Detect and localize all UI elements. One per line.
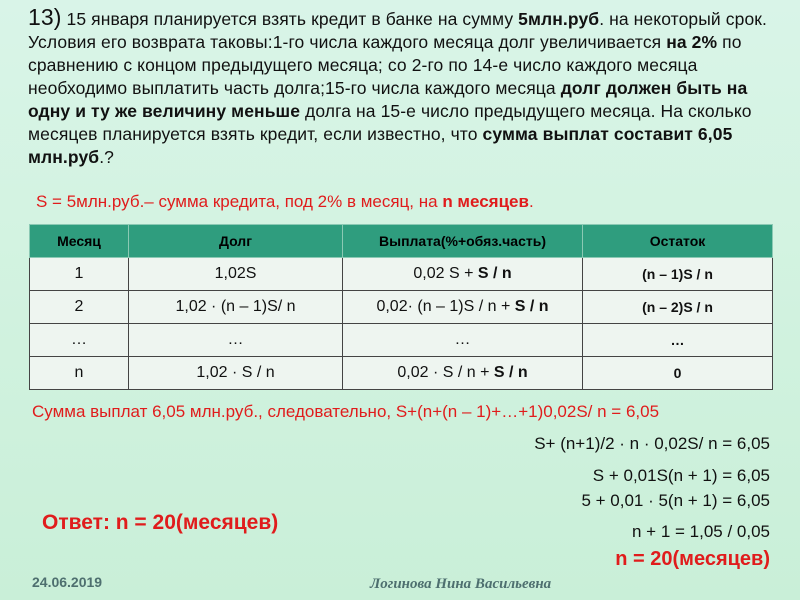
- cell-month: 2: [30, 291, 129, 324]
- table-row: [30, 357, 773, 390]
- problem-part-1: 15 января планируется взять кредит в банке на сумму: [61, 9, 519, 29]
- footer-author: Логинова Нина Васильевна: [370, 576, 552, 592]
- cell-rest: …: [583, 324, 773, 357]
- problem-part-4: долга на 15-е число предыдущего месяца. На сколько месяцев планируется взять кредит, если известно, что: [28, 101, 752, 144]
- cell-payment: [343, 291, 583, 324]
- problem-condition: долг должен быть на одну и ту же величину меньше: [28, 78, 748, 121]
- equation-3: 5 + 0,01 · 5(n + 1) = 6,05: [581, 491, 770, 510]
- payment-interest: 0,02· (n – 1)S / n +: [376, 298, 515, 315]
- problem-total: сумма выплат составит 6,05 млн.руб: [28, 124, 733, 167]
- cell-rest: 0: [583, 357, 773, 390]
- cell-payment: [343, 324, 583, 357]
- sum-statement: Сумма выплат 6,05 млн.руб., следовательно, S+(n+(n – 1)+…+1)0,02S/ n = 6,05: [32, 402, 660, 421]
- equation-2: S + 0,01S(n + 1) = 6,05: [592, 466, 770, 485]
- payment-interest: 0,02 · S / n +: [397, 364, 494, 381]
- payment-interest: 0,02 S +: [413, 265, 478, 282]
- payment-principal: S / n: [514, 298, 549, 315]
- header-debt: Долг: [129, 225, 343, 258]
- equation-4: n + 1 = 1,05 / 0,05: [631, 522, 770, 541]
- cell-payment: [343, 258, 583, 291]
- cell-debt: 1,02 · (n – 1)S/ n: [129, 291, 343, 324]
- footer-date: 24.06.2019: [32, 574, 103, 590]
- cell-debt: …: [129, 324, 343, 357]
- equation-1: S+ (n+1)/2 · n · 0,02S/ n = 6,05: [534, 434, 770, 453]
- cell-month: …: [30, 324, 129, 357]
- s-definition-text: S = 5млн.руб.– сумма кредита, под 2% в месяц, на: [36, 192, 443, 211]
- cell-month: n: [30, 357, 129, 390]
- problem-part-5: .?: [99, 147, 114, 167]
- s-definition-end: .: [528, 192, 534, 211]
- table-header-row: [30, 225, 773, 258]
- problem-number: 13): [28, 4, 62, 30]
- header-month: Месяц: [30, 225, 129, 258]
- cell-rest: (n – 1)S / n: [583, 258, 773, 291]
- problem-text: [28, 6, 788, 169]
- cell-month: 1: [30, 258, 129, 291]
- table-row: [30, 258, 773, 291]
- s-definition: [36, 192, 534, 212]
- problem-part-3: по сравнению с концом предыдущего месяца; со 2-го по 14-е число каждого месяца необходимо выплатить часть долга;15-го числа каждого месяца: [28, 32, 742, 98]
- cell-rest: (n – 2)S / n: [583, 291, 773, 324]
- payment-interest: …: [454, 331, 471, 348]
- table-row: [30, 291, 773, 324]
- header-payment: Выплата(%+обяз.часть): [343, 225, 583, 258]
- header-rest: Остаток: [583, 225, 773, 258]
- cell-payment: [343, 357, 583, 390]
- cell-debt: 1,02 · S / n: [129, 357, 343, 390]
- payment-table: [29, 224, 773, 390]
- payment-principal: S / n: [477, 265, 512, 282]
- final-result: n = 20(месяцев): [615, 548, 770, 570]
- answer-label: Ответ: n = 20(месяцев): [42, 511, 279, 534]
- s-definition-months: n месяцев: [442, 192, 529, 211]
- table-row: [30, 324, 773, 357]
- cell-debt: 1,02S: [129, 258, 343, 291]
- problem-part-2: . на некоторый срок. Условия его возврата таковы:1-го числа каждого месяца долг увеличивается: [28, 9, 768, 52]
- problem-amount: 5млн.руб: [518, 9, 600, 29]
- problem-rate: на 2%: [666, 32, 718, 52]
- payment-principal: S / n: [493, 364, 528, 381]
